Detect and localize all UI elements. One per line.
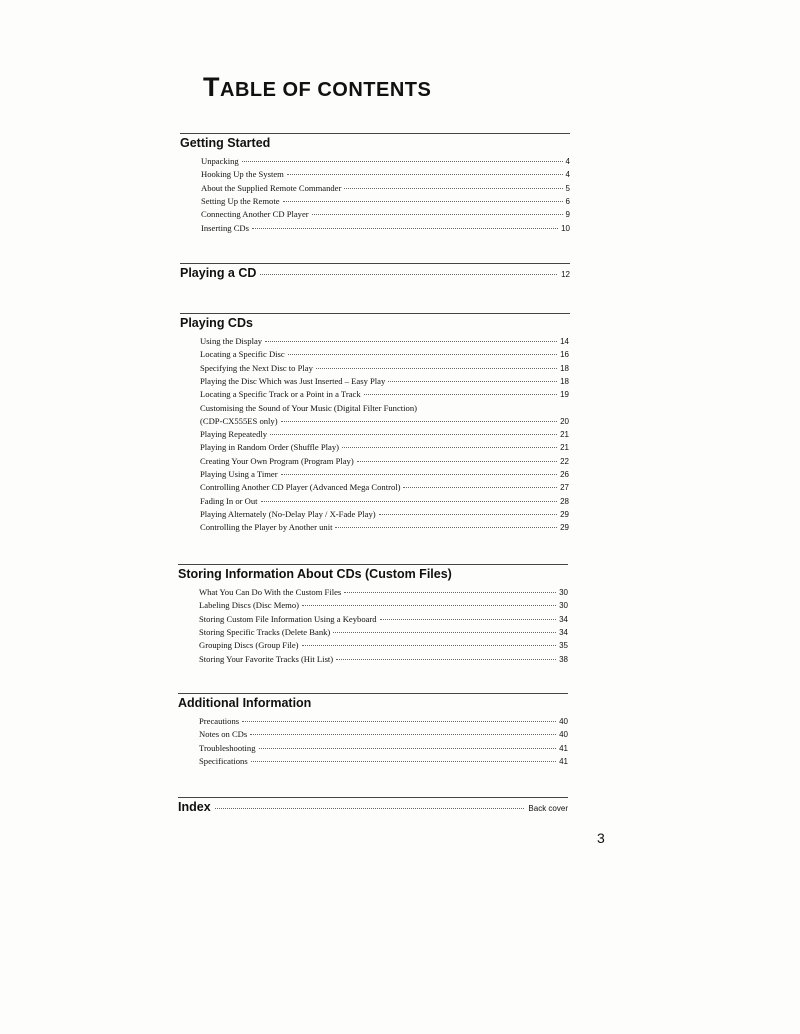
toc-entry-label: Labeling Discs (Disc Memo) xyxy=(199,600,299,611)
dot-leader xyxy=(270,434,557,435)
dot-leader xyxy=(283,201,563,202)
toc-entry-label: Grouping Discs (Group File) xyxy=(199,640,299,651)
page-ref: 18 xyxy=(560,376,569,386)
dot-leader xyxy=(357,461,557,462)
toc-entry-label: Playing the Disc Which was Just Inserted – Easy Play xyxy=(200,375,386,386)
toc-entry[interactable] xyxy=(201,155,570,168)
toc-entry-label: Creating Your Own Program (Program Play) xyxy=(200,455,354,466)
page-ref: 20 xyxy=(560,416,569,426)
dot-leader xyxy=(242,721,556,722)
toc-entry-label: Hooking Up the System xyxy=(201,169,284,180)
dot-leader xyxy=(302,605,556,606)
toc-entry[interactable] xyxy=(201,208,570,221)
page-ref: 5 xyxy=(565,183,570,193)
dot-leader xyxy=(388,381,557,382)
toc-entry[interactable] xyxy=(199,653,568,666)
toc-entry-label: About the Supplied Remote Commander xyxy=(201,182,342,193)
toc-entry[interactable] xyxy=(200,375,569,388)
toc-entry[interactable] xyxy=(200,428,569,441)
page-ref: 18 xyxy=(560,363,569,373)
toc-entry-label: (CDP-CX555ES only) xyxy=(200,415,278,426)
dot-leader xyxy=(316,368,557,369)
dot-leader xyxy=(281,474,558,475)
dot-leader xyxy=(380,619,557,620)
dot-leader xyxy=(312,214,563,215)
toc-entry[interactable] xyxy=(199,755,568,768)
dot-leader xyxy=(259,748,557,749)
toc-entry[interactable] xyxy=(200,388,569,401)
toc-entry[interactable] xyxy=(199,613,568,626)
toc-entry-label: Setting Up the Remote xyxy=(201,195,280,206)
toc-entry[interactable] xyxy=(200,415,569,428)
page-ref: 30 xyxy=(559,601,568,611)
page-ref: 21 xyxy=(560,430,569,440)
dot-leader xyxy=(302,645,557,646)
dot-leader xyxy=(364,394,557,395)
toc-entry[interactable] xyxy=(200,335,569,348)
page-ref: 40 xyxy=(559,717,568,726)
page-ref: 29 xyxy=(560,523,569,533)
page-ref: Back cover xyxy=(528,804,568,813)
page-ref: 26 xyxy=(560,470,569,479)
dot-leader xyxy=(379,514,557,515)
page-ref: 9 xyxy=(565,210,570,220)
dot-leader xyxy=(344,592,556,593)
toc-entry-label: Playing Repeatedly xyxy=(200,429,268,440)
page-ref: 10 xyxy=(561,223,570,233)
dot-leader xyxy=(281,421,558,422)
toc-entry-label: Locating a Specific Disc xyxy=(200,349,285,360)
toc-entry-label: Troubleshooting xyxy=(199,742,256,753)
page-ref: 29 xyxy=(560,509,569,519)
page-ref: 4 xyxy=(565,157,570,166)
dot-leader xyxy=(251,761,556,762)
toc-entry-label: Storing Custom File Information Using a Keyboard xyxy=(199,613,377,624)
section-divider xyxy=(180,313,570,314)
dot-leader xyxy=(333,632,556,633)
toc-entry[interactable] xyxy=(200,362,569,375)
dot-leader xyxy=(261,501,558,502)
dot-leader xyxy=(252,228,558,229)
page-ref: 34 xyxy=(559,627,568,637)
toc-entry[interactable] xyxy=(200,508,569,521)
section-heading-playing-cds: Playing CDs xyxy=(180,316,253,330)
toc-entry-label: Storing Your Favorite Tracks (Hit List) xyxy=(199,653,334,664)
page-ref: 28 xyxy=(560,496,569,506)
toc-entry[interactable] xyxy=(200,468,569,481)
toc-entry[interactable] xyxy=(199,715,568,728)
dot-leader xyxy=(250,734,556,735)
toc-entry[interactable] xyxy=(200,441,569,454)
toc-entry[interactable] xyxy=(199,639,568,652)
toc-entry[interactable] xyxy=(199,742,568,755)
page-ref: 4 xyxy=(565,170,570,180)
toc-entry-label: Precautions xyxy=(199,716,240,726)
toc-entry-label: Connecting Another CD Player xyxy=(201,209,309,220)
dot-leader xyxy=(287,174,563,175)
dot-leader xyxy=(335,527,557,528)
dot-leader xyxy=(265,341,557,342)
section-heading-storing-information: Storing Information About CDs (Custom Files) xyxy=(178,567,452,581)
page-ref: 21 xyxy=(560,443,569,453)
page-ref: 40 xyxy=(559,730,568,740)
toc-entry-label: Customising the Sound of Your Music (Digital Filter Function) xyxy=(200,402,417,413)
page-ref: 19 xyxy=(560,390,569,400)
dot-leader xyxy=(260,274,557,275)
toc-entry-label: Controlling Another CD Player (Advanced Mega Control) xyxy=(200,482,401,493)
section-divider xyxy=(178,564,568,565)
page-ref: 34 xyxy=(559,614,568,624)
dot-leader xyxy=(342,447,557,448)
section-heading-getting-started: Getting Started xyxy=(180,136,271,150)
toc-entry-label: Locating a Specific Track or a Point in a Track xyxy=(200,389,361,400)
toc-entry-label: Using the Display xyxy=(200,336,263,346)
toc-entry-index[interactable] xyxy=(178,800,568,816)
page-ref: 16 xyxy=(560,350,569,360)
dot-leader xyxy=(288,354,557,355)
page-ref: 6 xyxy=(565,196,570,206)
toc-entry[interactable] xyxy=(201,195,570,208)
toc-entry-label: What You Can Do With the Custom Files xyxy=(199,587,342,597)
toc-entry-label: Notes on CDs xyxy=(199,729,248,740)
toc-entry-label: Fading In or Out xyxy=(200,495,258,506)
toc-entry[interactable] xyxy=(200,348,569,361)
toc-entry[interactable] xyxy=(199,599,568,612)
dot-leader xyxy=(344,188,562,189)
toc-entry-label: Playing in Random Order (Shuffle Play) xyxy=(200,442,339,453)
toc-entry-label: Specifications xyxy=(199,755,248,766)
toc-entry[interactable] xyxy=(201,168,570,181)
toc-entry-label: Playing Alternately (No-Delay Play / X-Fade Play) xyxy=(200,508,376,519)
toc-entry[interactable] xyxy=(200,521,569,534)
toc-entry-label: Inserting CDs xyxy=(201,222,249,233)
toc-entry[interactable] xyxy=(199,728,568,741)
page-ref: 27 xyxy=(560,483,569,493)
toc-entry[interactable] xyxy=(201,182,570,195)
toc-entry[interactable] xyxy=(199,586,568,599)
toc-entry[interactable] xyxy=(200,495,569,508)
page-ref: 38 xyxy=(559,654,568,664)
section-heading-playing-a-cd: Playing a CD xyxy=(180,266,257,280)
toc-entry-label: Storing Specific Tracks (Delete Bank) xyxy=(199,626,331,637)
toc-entry-label: Playing Using a Timer xyxy=(200,469,278,479)
page-ref: 12 xyxy=(561,270,570,279)
section-heading-additional-information: Additional Information xyxy=(178,696,312,710)
dot-leader xyxy=(403,487,557,488)
page-title: TABLE OF CONTENTS xyxy=(203,72,432,102)
toc-entry-label: Controlling the Player by Another unit xyxy=(200,522,333,533)
section-divider xyxy=(178,693,568,694)
section-divider xyxy=(180,263,570,264)
toc-entry[interactable] xyxy=(200,481,569,494)
toc-entry[interactable] xyxy=(200,402,569,415)
section-divider xyxy=(180,133,570,134)
page-ref: 30 xyxy=(559,588,568,597)
page-ref: 35 xyxy=(559,641,568,651)
dot-leader xyxy=(215,808,525,809)
toc-entry[interactable] xyxy=(201,222,570,235)
page-ref: 14 xyxy=(560,337,569,346)
dot-leader xyxy=(336,659,556,660)
page-ref: 41 xyxy=(559,743,568,753)
toc-entry-label: Unpacking xyxy=(201,156,239,166)
page-number: 3 xyxy=(597,830,605,846)
toc-entry-label: Specifying the Next Disc to Play xyxy=(200,362,313,373)
toc-entry[interactable] xyxy=(200,455,569,468)
section-heading-index: Index xyxy=(178,800,211,814)
page-ref: 41 xyxy=(559,756,568,766)
toc-entry[interactable] xyxy=(199,626,568,639)
dot-leader xyxy=(242,161,563,162)
page-ref: 22 xyxy=(560,456,569,466)
section-divider xyxy=(178,797,568,798)
toc-entry-playing-a-cd[interactable] xyxy=(180,266,570,282)
